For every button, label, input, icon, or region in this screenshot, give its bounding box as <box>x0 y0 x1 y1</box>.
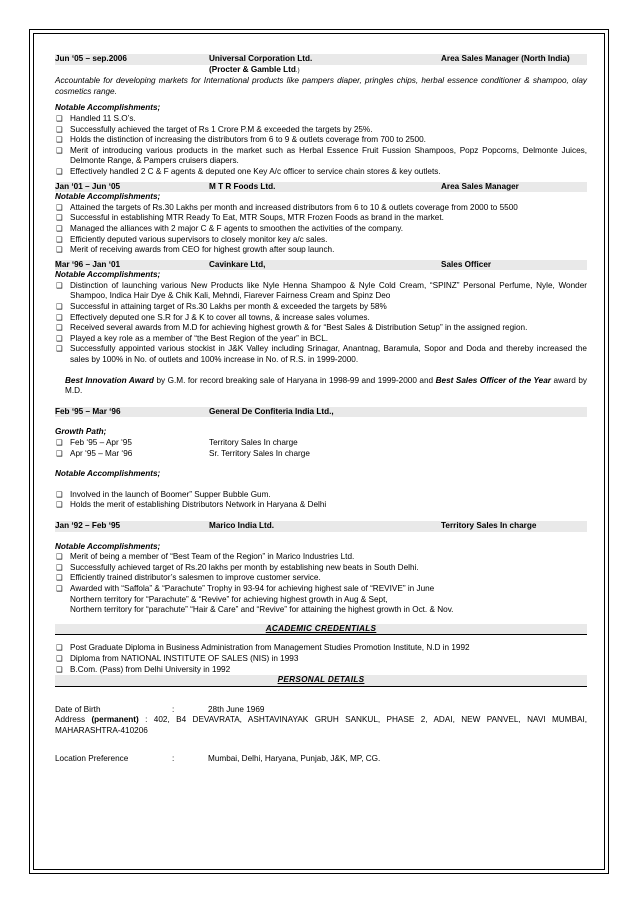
job-dates: Mar ‘96 – Jan ‘01 <box>55 259 121 269</box>
list-item: ❑ Efficiently trained distributor’s salesmen to improve customer service. <box>55 573 587 584</box>
list-item: ❑ Holds the merit of establishing Distributors Network in Haryana & Delhi <box>55 500 587 511</box>
section-title: ACADEMIC CREDENTIALS <box>55 624 587 636</box>
job-dates: Jan ‘92 – Feb ‘95 <box>55 520 121 530</box>
job-dates: Jan ‘01 – Jun ‘05 <box>55 181 121 191</box>
job-header <box>55 407 587 418</box>
list-item: ❑ Effectively handled 2 C & F agents & deputed one Key A/c officer to service chain stores & key outlets. <box>55 167 587 178</box>
job-dates: Jun ‘05 – sep.2006 <box>55 54 127 63</box>
growth-path-row: ❑ Feb ‘95 – Apr ‘95 Territory Sales In charge <box>55 438 587 449</box>
list-item: ❑ Attained the targets of Rs.30 Lakhs per month and increased distributors from 6 to 10 & outlets coverage from 2000 to 5500 <box>55 203 587 214</box>
job-mtr <box>55 182 587 256</box>
list-item: ❑ Successfully achieved the target of Rs 1 Crore P.M & exceeded the targets by 25%. <box>55 125 587 136</box>
list-item: ❑ Diploma from NATIONAL INSTITUTE OF SALES (NIS) in 1993 <box>55 654 587 665</box>
list-item: ❑ Managed the alliances with 2 major C & F agents to smoothen the activities of the company. <box>55 224 587 235</box>
job-header <box>55 521 587 532</box>
accomplishments-list <box>55 203 587 256</box>
accomplishments-list <box>55 281 587 366</box>
list-item: ❑ Successfully achieved target of Rs.20 lakhs per month by establishing new beats in South Delhi. <box>55 563 587 574</box>
job-company: General De Confiteria India Ltd., <box>209 406 334 416</box>
job-role: Territory Sales In charge <box>441 520 537 530</box>
list-item: ❑ Handled 11 S.O’s. <box>55 114 587 125</box>
job-cavinkare <box>55 260 587 397</box>
list-item: ❑ Post Graduate Diploma in Business Administration from Management Studies Promotion Institute, N.D in 1992 <box>55 643 587 654</box>
job-company: M T R Foods Ltd. <box>209 181 276 191</box>
accomplishments-heading: Notable Accomplishments; <box>55 541 161 551</box>
job-dates: Feb ‘95 – Mar ‘96 <box>55 406 121 416</box>
list-item: ❑ Successful in establishing MTR Ready To Eat, MTR Soups, MTR Frozen Foods as brand in the market. <box>55 213 587 224</box>
accomplishments-heading: Notable Accomplishments; <box>55 192 161 202</box>
growth-path-heading: Growth Path; <box>55 427 107 437</box>
academic-list <box>55 643 587 675</box>
job-header <box>55 260 587 271</box>
section-title: PERSONAL DETAILS <box>55 675 587 687</box>
list-item: ❑ Merit of being a member of “Best Team of the Region” in Marico Industries Ltd. <box>55 552 587 563</box>
personal-section <box>55 675 587 765</box>
list-item: ❑ Effectively deputed one S.R for J & K to cover all towns, & increase sales volumes. <box>55 313 587 324</box>
list-item: ❑ Distinction of launching various New Products like Nyle Henna Shampoo & Nyle Cold Cream, “SPINZ” Personal Perfume, Nyle, Wonder Shampoo, Indica Hair Dye & Chik Kali, Mehndi, Fiarever Fairness Cream and Spinz Deo <box>55 281 587 302</box>
list-item: ❑ Merit of receiving awards from CEO for highest growth after soup launch. <box>55 245 587 256</box>
list-item: ❑ Successful in attaining target of Rs.30 Lakhs per month & exceeded the targets by 58% <box>55 302 587 313</box>
award-statement: Best Innovation Award by G.M. for record breaking sale of Haryana in 1998-99 and 1999-2000 and Best Sales Officer of the Year award by M.D. <box>65 375 587 396</box>
job-header <box>55 182 587 193</box>
accomplishments-list <box>55 114 587 178</box>
accomplishments-list <box>55 552 587 594</box>
list-continuation: Northern territory for “Parachute” & “Revive” for achieving highest growth in Aug & Sept, <box>70 594 388 604</box>
accomplishments-list <box>55 490 587 511</box>
job-confiteria <box>55 407 587 511</box>
list-item: ❑ Successfully appointed various stockist in J&K Valley including Srinagar, Anantnag, Baramula, Sopor and Doda and thereby increased the sales by 100% in No. of outlets and 100% increase in No. of R.S. in 1999-2000. <box>55 344 587 365</box>
job-role: Sales Officer <box>441 259 492 269</box>
list-item: ❑ Holds the distinction of increasing the distributors from 6 to 9 & outlets coverage from 700 to 2500. <box>55 135 587 146</box>
academic-section <box>55 624 587 675</box>
job-company-sub: (Procter & Gamble Ltd.) <box>209 64 300 74</box>
list-item: ❑ Received several awards from M.D for achieving highest growth & for “Best Sales & Distribution Setup” in the assigned region. <box>55 323 587 334</box>
job-header <box>55 54 587 65</box>
list-item: ❑ Awarded with “Saffola” & “Parachute” Trophy in 93-94 for achieving highest sale of “REVIVE” in June <box>55 584 587 595</box>
accomplishments-heading: Notable Accomplishments; <box>55 270 161 280</box>
accomplishments-heading: Notable Accomplishments; <box>55 103 161 113</box>
job-company: Universal Corporation Ltd. <box>209 54 313 63</box>
job-marico <box>55 521 587 616</box>
job-role: Area Sales Manager <box>441 181 519 191</box>
list-item: ❑ Involved in the launch of Boomer” Supper Bubble Gum. <box>55 490 587 501</box>
list-continuation: Northern territory for “parachute” “Hair & Care” and “Revive” for attaining the highest growth in Oct. & Nov. <box>70 605 454 615</box>
job-description: Accountable for developing markets for International products like pampers diaper, pringles chips, herbal essence conditioner & shampoo, olay cosmetics range. <box>55 76 587 96</box>
address-row: Address (permanent) : 402, B4 DEVAVRATA, ASHTAVINAYAK GRUH SANKUL, PHASE 2, ADAI, NEW PANVEL, NAVI MUMBAI, MAHARASHTRA-410206 <box>55 715 588 735</box>
dob-row: Date of Birth : 28th June 1969 <box>55 704 265 714</box>
growth-path-row: ❑ Apr ‘95 – Mar ‘96 Sr. Territory Sales In charge <box>55 449 587 460</box>
job-role: Area Sales Manager (North India) <box>441 54 570 63</box>
list-item: ❑ B.Com. (Pass) from Delhi University in 1992 <box>55 665 587 676</box>
list-item: ❑ Efficiently deputed various supervisors to closely monitor key a/c sales. <box>55 235 587 246</box>
job-universal <box>55 54 587 178</box>
list-item: ❑ Played a key role as a member of “the Best Region of the year” in BCL. <box>55 334 587 345</box>
resume-content <box>55 54 587 765</box>
job-company: Marico India Ltd. <box>209 520 275 530</box>
job-company: Cavinkare Ltd, <box>209 259 266 269</box>
accomplishments-heading: Notable Accomplishments; <box>55 469 161 479</box>
list-item: ❑ Merit of introducing various products in the market such as Herbal Essence Fruit Fussion Shampoos, Popz Popcorns, Delmonte Juices, Delmonte Range, & Pampers cruisers diapers. <box>55 146 587 167</box>
location-row: Location Preference : Mumbai, Delhi, Haryana, Punjab, J&K, MP, CG. <box>55 754 381 764</box>
